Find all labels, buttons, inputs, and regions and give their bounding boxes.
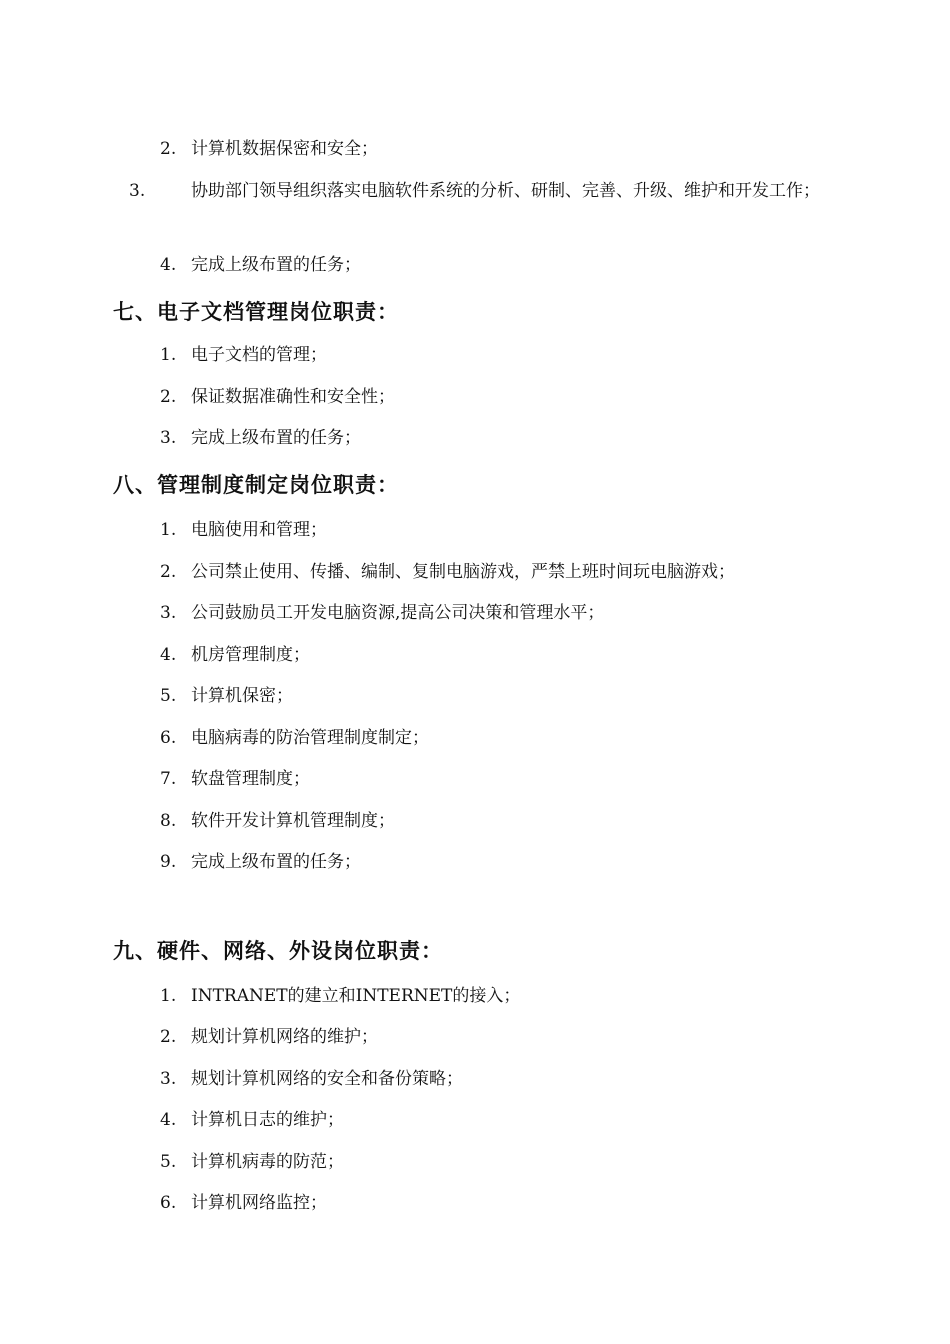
list-item bbox=[160, 763, 850, 795]
list-item bbox=[160, 846, 850, 878]
item-number: 4. bbox=[160, 1110, 177, 1130]
item-text: 完成上级布置的任务； bbox=[191, 852, 361, 872]
item-text: 完成上级布置的任务； bbox=[191, 255, 361, 275]
item-number: 8. bbox=[160, 811, 177, 831]
item-number: 1. bbox=[160, 345, 177, 365]
item-text: 软件开发计算机管理制度； bbox=[191, 811, 395, 831]
item-number: 9. bbox=[160, 852, 177, 872]
item-text: 计算机保密； bbox=[191, 686, 293, 706]
list-item bbox=[160, 133, 850, 165]
list-item bbox=[160, 597, 850, 629]
item-text: 计算机病毒的防范； bbox=[191, 1152, 344, 1172]
item-number: 5. bbox=[160, 1152, 177, 1172]
item-number: 3. bbox=[160, 603, 177, 623]
item-text: 公司禁止使用、传播、编制、复制电脑游戏，严禁上班时间玩电脑游戏； bbox=[191, 562, 735, 582]
list-item bbox=[160, 556, 850, 588]
item-text: INTRANET的建立和INTERNET的接入； bbox=[191, 986, 521, 1006]
list-item bbox=[160, 1021, 850, 1053]
item-number: 3. bbox=[160, 1069, 177, 1089]
item-number: 2. bbox=[160, 1027, 177, 1047]
item-number: 1. bbox=[160, 520, 177, 540]
list-item bbox=[160, 249, 850, 281]
item-text: 软盘管理制度； bbox=[191, 769, 310, 789]
list-item bbox=[129, 175, 871, 207]
list-item bbox=[160, 1063, 850, 1095]
list-item bbox=[160, 639, 850, 671]
item-text: 机房管理制度； bbox=[191, 645, 310, 665]
item-text: 电脑病毒的防治管理制度制定； bbox=[191, 728, 429, 748]
item-number: 3. bbox=[129, 181, 146, 201]
item-number: 7. bbox=[160, 769, 177, 789]
item-number: 3. bbox=[160, 428, 177, 448]
item-number: 6. bbox=[160, 728, 177, 748]
item-text: 公司鼓励员工开发电脑资源,提高公司决策和管理水平； bbox=[191, 603, 605, 623]
item-text: 电子文档的管理； bbox=[191, 345, 327, 365]
item-text: 计算机数据保密和安全； bbox=[191, 139, 378, 159]
item-text: 计算机网络监控； bbox=[191, 1193, 327, 1213]
list-item bbox=[160, 680, 850, 712]
item-text: 规划计算机网络的维护； bbox=[191, 1027, 378, 1047]
item-text: 计算机日志的维护； bbox=[191, 1110, 344, 1130]
list-item bbox=[160, 722, 850, 754]
list-item bbox=[160, 381, 850, 413]
item-number: 5. bbox=[160, 686, 177, 706]
item-number: 4. bbox=[160, 255, 177, 275]
item-number: 1. bbox=[160, 986, 177, 1006]
item-number: 2. bbox=[160, 139, 177, 159]
list-item bbox=[160, 514, 850, 546]
list-item bbox=[160, 980, 850, 1012]
item-number: 2. bbox=[160, 562, 177, 582]
item-text: 电脑使用和管理； bbox=[191, 520, 327, 540]
item-number: 2. bbox=[160, 387, 177, 407]
item-text: 规划计算机网络的安全和备份策略； bbox=[191, 1069, 463, 1089]
list-item bbox=[160, 1146, 850, 1178]
item-text: 完成上级布置的任务； bbox=[191, 428, 361, 448]
list-item bbox=[160, 339, 850, 371]
section-heading: 九、硬件、网络、外设岗位职责： bbox=[113, 939, 443, 963]
item-text: 保证数据准确性和安全性； bbox=[191, 387, 395, 407]
list-item bbox=[160, 1187, 850, 1219]
item-number: 6. bbox=[160, 1193, 177, 1213]
item-number: 4. bbox=[160, 645, 177, 665]
list-item bbox=[160, 805, 850, 837]
item-text: 协助部门领导组织落实电脑软件系统的分析、研制、完善、升级、维护和开发工作； bbox=[191, 181, 820, 201]
section-heading: 八、管理制度制定岗位职责： bbox=[113, 473, 399, 497]
list-item bbox=[160, 422, 850, 454]
list-item bbox=[160, 1104, 850, 1136]
section-heading: 七、电子文档管理岗位职责： bbox=[113, 300, 399, 324]
